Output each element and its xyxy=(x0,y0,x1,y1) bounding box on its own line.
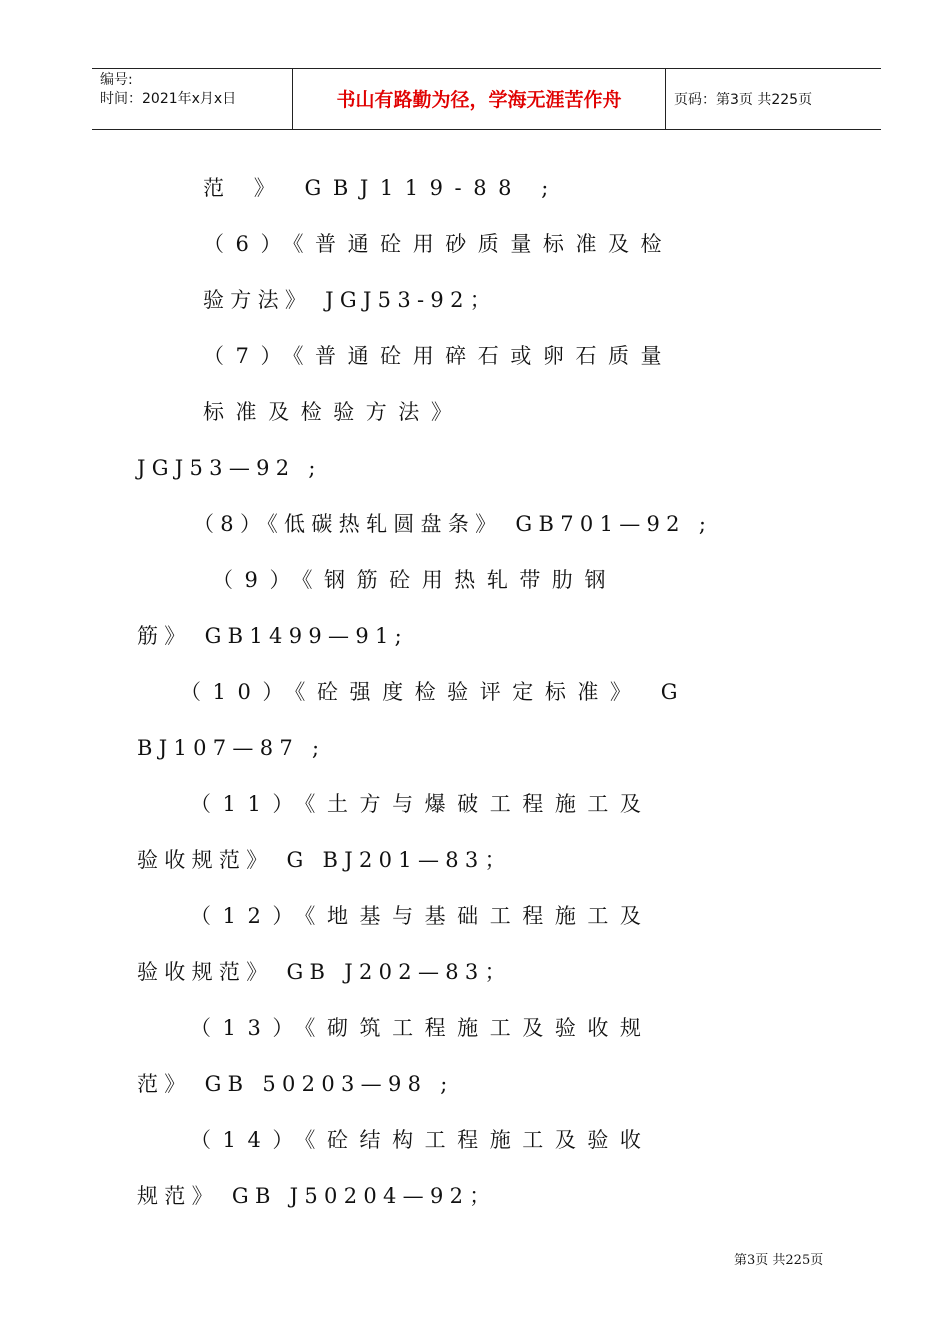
page-header xyxy=(92,68,881,130)
text-line: （9）《钢筋砼用热轧带肋钢 xyxy=(212,568,618,592)
text-line: 筋》 GB1499—91; xyxy=(137,624,409,648)
time-label: 时间：2021年x月x日 xyxy=(100,91,237,107)
text-line: （10）《砼强度检验评定标准》 G xyxy=(180,680,690,704)
text-line: （13）《砌筑工程施工及验收规 xyxy=(190,1016,653,1040)
text-line: （14）《砼结构工程施工及验收 xyxy=(190,1128,653,1152)
text-line: （11）《土方与爆破工程施工及 xyxy=(190,792,653,816)
text-line: （6）《普通砼用砂质量标准及检 xyxy=(203,232,674,256)
page-footer: 第3页 共225页 xyxy=(734,1253,824,1268)
text-line: 验收规范》 G BJ201—83； xyxy=(137,848,512,872)
header-meta xyxy=(100,71,236,109)
text-line: 规范》 GB J50204—92； xyxy=(137,1184,497,1208)
serial-label: 编号: xyxy=(100,72,133,88)
text-line: 范》 GB 50203—98 ; xyxy=(137,1072,454,1096)
text-line: 验方法》 JGJ53-92； xyxy=(203,288,498,312)
text-line: （12）《地基与基础工程施工及 xyxy=(190,904,653,928)
header-page-label: 页码：第3页 共225页 xyxy=(674,92,813,108)
text-line: 标准及检验方法》 xyxy=(203,400,464,424)
text-line: 验收规范》 GB J202—83； xyxy=(137,960,512,984)
text-line: JGJ53—92 ; xyxy=(137,456,322,480)
text-line: 范 》 GBJ119-88 ; xyxy=(203,176,560,200)
header-motto: 书山有路勤为径，学海无涯苦作舟 xyxy=(336,89,622,111)
text-line: BJ107—87 ; xyxy=(137,736,326,760)
text-line: （7）《普通砼用碎石或卵石质量 xyxy=(203,344,674,368)
header-divider xyxy=(665,69,666,129)
text-line: （8）《低碳热轧圆盘条》 GB701—92 ; xyxy=(193,512,713,536)
